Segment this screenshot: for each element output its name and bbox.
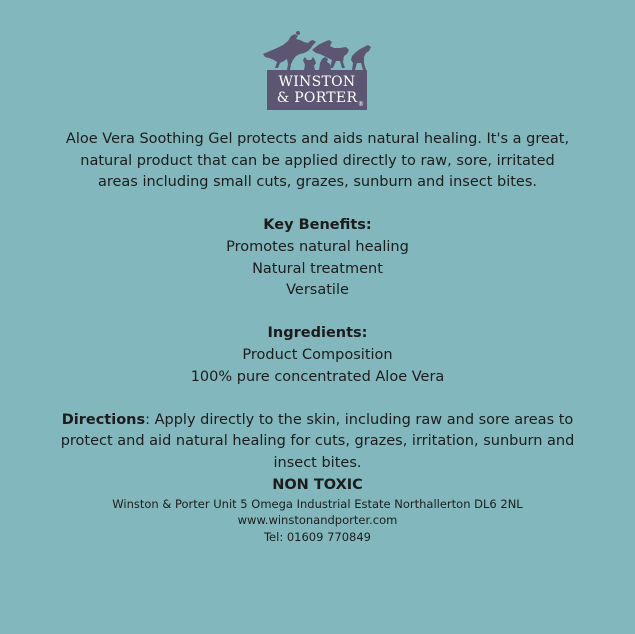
benefit-item: Promotes natural healing <box>226 238 409 255</box>
company-website: www.winstonandporter.com <box>237 513 398 527</box>
brand-logo <box>260 30 374 112</box>
company-phone: Tel: 01609 770849 <box>263 529 371 544</box>
directions-text: : Apply directly to the skin, including raw and sore areas to protect and aid natural healing for cuts, grazes, irritation, sunburn and insect bites. <box>60 411 575 471</box>
animal-silhouettes-icon <box>260 30 374 70</box>
ingredients-section <box>60 323 575 388</box>
product-description: Aloe Vera Soothing Gel protects and aids natural healing. It's a great, natural product that can be applied directly to raw, sore, irritated areas including small cuts, grazes, sunburn and insect bites. <box>65 131 570 191</box>
logo-line-1: WINSTON <box>278 74 356 90</box>
key-benefits-heading: Key Benefits: <box>263 217 372 234</box>
benefit-item: Versatile <box>286 282 349 299</box>
ingredients-heading: Ingredients: <box>267 325 368 342</box>
spacer <box>60 388 575 410</box>
ingredient-item: Product Composition <box>242 346 393 363</box>
spacer <box>60 302 575 324</box>
product-description-block <box>60 129 575 545</box>
key-benefits-section <box>60 215 575 301</box>
logo-line-2: & PORTER <box>276 90 358 106</box>
non-toxic-label: NON TOXIC <box>272 476 363 493</box>
logo-wordmark <box>267 70 367 110</box>
company-address: Winston & Porter Unit 5 Omega Industrial Estate Northallerton DL6 2NL <box>112 496 523 511</box>
directions-heading: Directions <box>61 411 146 428</box>
spacer <box>60 194 575 216</box>
ingredient-item: 100% pure concentrated Aloe Vera <box>190 368 445 385</box>
directions-section <box>60 410 575 475</box>
registered-mark: ® <box>358 101 364 108</box>
benefit-item: Natural treatment <box>252 260 383 277</box>
